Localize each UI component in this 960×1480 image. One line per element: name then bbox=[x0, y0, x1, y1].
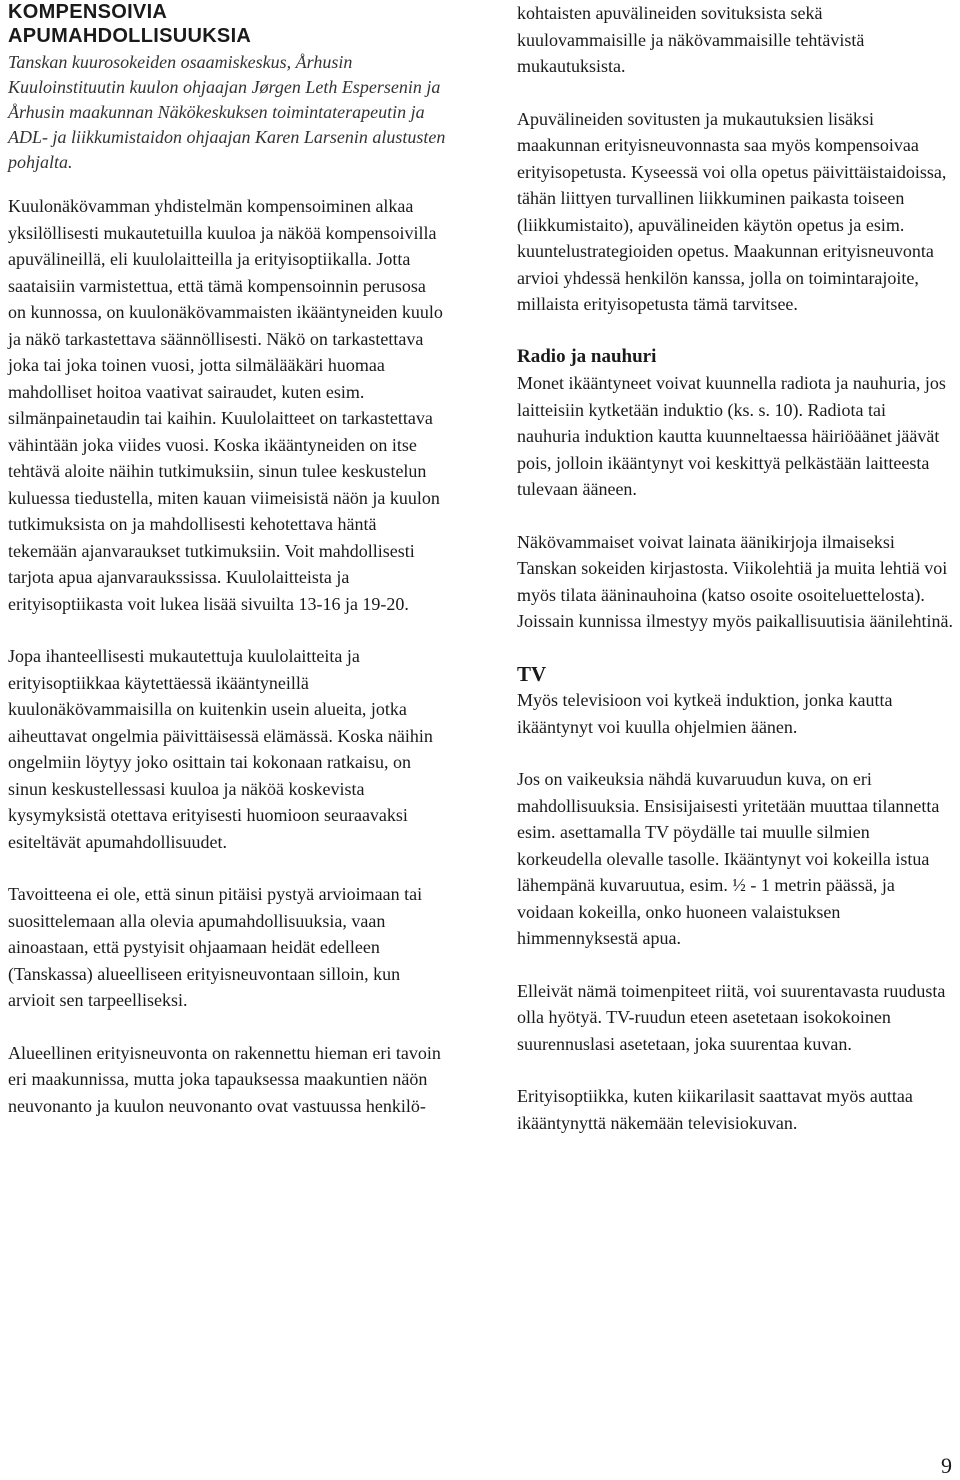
radio-paragraph-2: Näkövammaiset voivat lainata äänikirjoja ilmaiseksi Tanskan sokeiden kirjastosta. Viikolehtiä ja muita lehtiä voi myös tilata ääninauhoina (katso osoite osoiteluettelosta). Joissain kunnissa ilmestyy myös paikallisuutisia äänilehtinä. bbox=[517, 531, 953, 631]
tv-paragraph-1: Myös televisioon voi kytkeä induktion, jonka kautta ikääntynyt voi kuulla ohjelmien äänen. bbox=[517, 690, 893, 737]
left-column bbox=[8, 0, 448, 1145]
byline: Tanskan kuurosokeiden osaamiskeskus, Århusin Kuuloinstituutin kuulon ohjaajan Jørgen Leth Espersenin ja Århusin maakunnan Näkökeskuksen toimintaterapeutin ja ADL- ja liikkumistaidon ohjaajan Karen Larsenin alustusten pohjalta. bbox=[8, 52, 446, 172]
article-title bbox=[8, 0, 448, 48]
right-paragraph-1: kohtaisten apuvälineiden sovituksista sekä kuulovammaisille ja näkövammaisille tehtävistä mukautuksista. bbox=[517, 3, 865, 76]
right-paragraph-2: Apuvälineiden sovitusten ja mukautuksien lisäksi maakunnan erityisneuvonnasta saa myös kompensoivaa erityisopetusta. Kyseessä voi olla opetus päivittäistaidoissa, tähän liittyen turvallinen liikkuminen paikasta toiseen (liikkumistaito), apuvälineiden käytön opetus ja esim. kuuntelustrategioiden opetus. Maakunnan erityisneuvonta arvioi yhdessä henkilön kanssa, jolla on toimintarajoite, millaista erityisopetusta tämä tarvitsee. bbox=[517, 108, 947, 314]
title-line-2: APUMAHDOLLISUUKSIA bbox=[8, 25, 252, 47]
left-paragraph-4: Alueellinen erityisneuvonta on rakennettu hieman eri tavoin eri maakunnissa, mutta joka tapauksessa maakuntien näön neuvonanto ja kuulon neuvonanto ovat vastuussa henkilö- bbox=[8, 1042, 441, 1116]
left-paragraph-1: Kuulonäkövamman yhdistelmän kompensoiminen alkaa yksilöllisesti mukautetuilla kuuloa ja näköä kompensoivilla apuvälineillä, eli kuulolaitteilla ja erityisoptiikalla. Jotta saataisiin varmistettua, että tämä kompensoinnin perusosa on kunnossa, on kuulonäkövammaisten ikääntyneiden kuulo ja näkö tarkastettava säännöllisesti. Näkö on tarkastettava joka tai joka toinen vuosi, jotta silmälääkäri huomaa mahdolliset hoitoa vaativat sairaudet, kuten esim. silmänpainetaudin tai kaihin. Kuulolaitteet on tarkastettava vähintään joka viides vuosi. Koska ikääntyneiden on itse tehtävä aloite näihin tutkimuksiin, sinun tulee keskustelun kuluessa tiedustella, miten kauan viimeisistä näön ja kuulon tutkimuksista on ja mahdollisesti kehotettava häntä tekemään ajanvaraukset tutkimuksiin. Voit mahdollisesti tarjota apua ajanvaraukssissa. Kuulolaitteista ja erityisoptiikasta voit lukea lisää sivuilta 13-16 ja 19-20. bbox=[8, 196, 443, 614]
tv-paragraph-4: Erityisoptiikka, kuten kiikarilasit saattavat myös auttaa ikääntynyttä näkemään televisiokuvan. bbox=[517, 1086, 913, 1133]
tv-paragraph-3: Elleivät nämä toimenpiteet riitä, voi suurentavasta ruudusta olla hyötyä. TV-ruudun eteen asetetaan isokokoinen suurennuslasi asetetaan, joka suurentaa kuvan. bbox=[517, 980, 946, 1054]
title-line-1: KOMPENSOIVIA bbox=[8, 1, 168, 23]
left-paragraph-3: Tavoitteena ei ole, että sinun pitäisi pystyä arvioimaan tai suosittelemaan alla olevia apumahdollisuuksia, vaan ainoastaan, että pystyisit ohjaamaan heidät edelleen (Tanskassa) alueelliseen erityisneuvontaan silloin, kun arvioit sen tarpeelliseksi. bbox=[8, 884, 423, 1010]
right-column bbox=[517, 0, 953, 1162]
section-heading-radio: Radio ja nauhuri bbox=[517, 345, 657, 367]
section-heading-tv: TV bbox=[517, 661, 547, 686]
tv-paragraph-2: Jos on vaikeuksia nähdä kuvaruudun kuva, on eri mahdollisuuksia. Ensisijaisesti yritetään muuttaa tilannetta esim. asettamalla TV pöydälle tai muulle silmien korkeudella olevalle tasolle. Ikääntynyt voi kokeilla istua lähempänä kuvaruutua, esim. ½ - 1 metrin päässä, ja voidaan kokeilla, onko huoneen valaistuksen himmennyksestä apua. bbox=[517, 769, 940, 948]
radio-paragraph-1: Monet ikääntyneet voivat kuunnella radiota ja nauhuria, jos laitteisiin kytketään induktio (ks. s. 10). Radiota tai nauhuria induktion kautta kuunneltaessa häiriöäänet jäävät pois, jolloin ikääntynyt voi keskittyä pelkästään laitteesta tulevaan ääneen. bbox=[517, 373, 946, 499]
page-number: 9 bbox=[941, 1453, 952, 1478]
left-paragraph-2: Jopa ihanteellisesti mukautettuja kuulolaitteita ja erityisoptiikkaa käytettäessä ikääntyneillä kuulonäkövammaisilla on kuitenkin usein alueita, jotka aiheuttavat ongelmia päivittäisessä elämässä. Koska näihin ongelmiin löytyy joko osittain tai kokonaan ratkaisu, on sinun keskustellessasi kuuloa ja näköä koskevista kysymyksistä otettava erityisesti huomioon seuraavaksi esiteltävät apumahdollisuudet. bbox=[8, 646, 433, 852]
